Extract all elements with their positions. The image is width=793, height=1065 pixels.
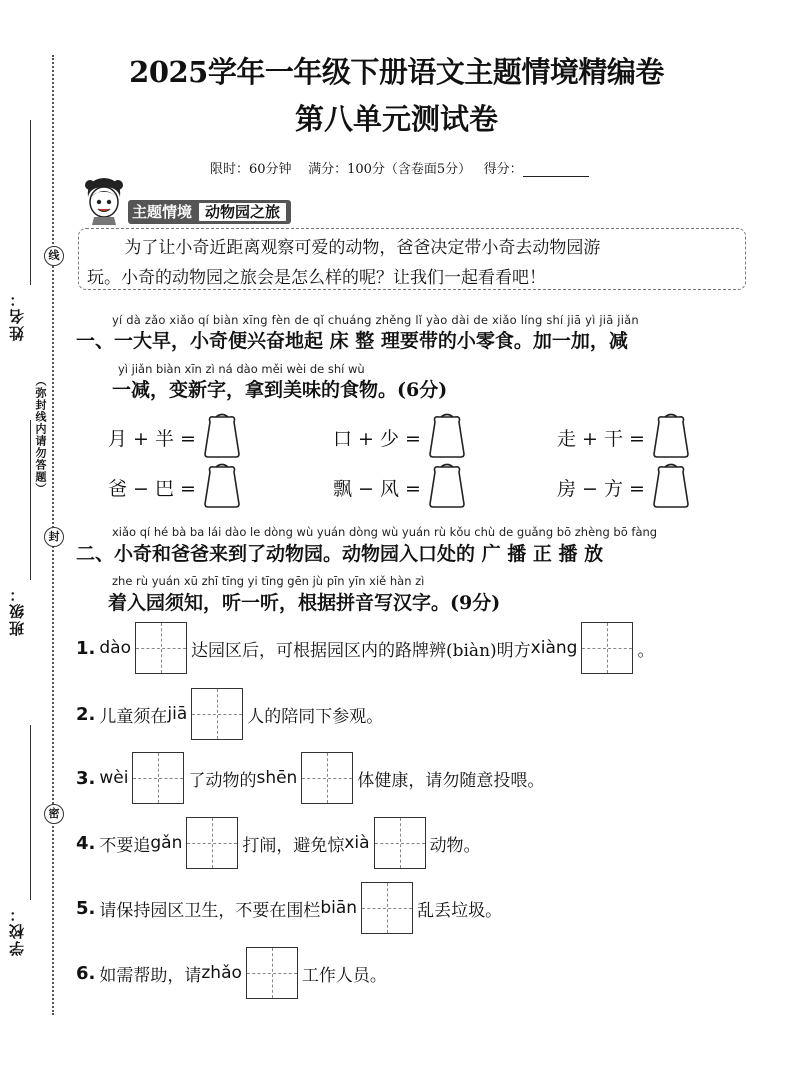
item-text: 打闹，避免惊 <box>242 835 345 856</box>
q1-pinyin-1: yí dà zǎo xiǎo qí biàn xīng fèn de qǐ chuáng zhěng lǐ yào dài de xiǎo líng shí jiā yì jiā jiǎn <box>112 313 639 327</box>
q2-item-5 <box>76 882 502 934</box>
seal-warning: （弥封线内请勿答题） <box>34 375 47 495</box>
intro-line-1: 为了让小奇近距离观察可爱的动物，爸爸决定带小奇去动物园游 <box>124 238 601 258</box>
equation-text: 走 + 干 = <box>557 428 651 450</box>
seal-char-1: 线 <box>44 246 64 266</box>
q2-item-1 <box>76 622 654 674</box>
answer-grid[interactable] <box>361 882 413 934</box>
seal-char-3: 密 <box>44 804 64 824</box>
item-text: 了动物的 <box>188 770 257 791</box>
q2-item-6 <box>76 947 387 999</box>
item-number: 6. <box>76 962 96 984</box>
full-score: 满分：100分（含卷面5分） <box>308 162 472 177</box>
exam-meta <box>210 158 589 177</box>
class-label: 班级： <box>8 585 26 636</box>
item-text: 乱丢垃圾。 <box>417 900 503 921</box>
equation <box>333 412 467 463</box>
answer-grid[interactable] <box>301 752 353 804</box>
answer-bucket-icon[interactable] <box>651 462 691 513</box>
item-pinyin: jiā <box>167 704 188 724</box>
answer-grid[interactable] <box>374 817 426 869</box>
answer-bucket-icon[interactable] <box>651 412 691 463</box>
item-text: 体健康，请勿随意投喂。 <box>357 770 545 791</box>
q2-pinyin-1: xiǎo qí hé bà ba lái dào le dòng wù yuán dòng wù yuán rù kǒu chù de guǎng bō zhèng bō fàng <box>112 525 658 539</box>
item-text: 工作人员。 <box>301 965 387 986</box>
q1-pinyin-2: yì jiǎn biàn xīn zì ná dào měi wèi de shí wù <box>118 362 365 376</box>
item-text: 不要追 <box>99 835 151 856</box>
q1-text-1: 一、一大早，小奇便兴奋地起 床 整 理要带的小零食。加一加，减 <box>76 330 628 352</box>
answer-bucket-icon[interactable] <box>202 412 242 463</box>
item-number: 2. <box>76 703 96 725</box>
answer-grid[interactable] <box>191 688 243 740</box>
item-text: 如需帮助，请 <box>99 965 202 986</box>
theme-tag-title: 动物园之旅 <box>198 202 287 222</box>
theme-tag <box>128 200 291 224</box>
answer-bucket-icon[interactable] <box>427 462 467 513</box>
answer-grid[interactable] <box>135 622 187 674</box>
exam-subtitle: 第八单元测试卷 <box>294 102 498 136</box>
item-pinyin: shēn <box>256 768 298 788</box>
q2-item-3 <box>76 752 544 804</box>
item-pinyin: biān <box>320 898 358 918</box>
item-text: 儿童须在 <box>99 706 168 727</box>
equation-text: 口 + 少 = <box>333 428 427 450</box>
item-pinyin: zhǎo <box>201 963 242 983</box>
equation-text: 爸 − 巴 = <box>108 478 202 500</box>
item-pinyin: dào <box>99 638 131 658</box>
equation <box>333 462 467 513</box>
score-blank[interactable] <box>523 176 589 177</box>
item-number: 4. <box>76 832 96 854</box>
theme-tag-label: 主题情境 <box>132 203 193 221</box>
seal-char-2: 封 <box>44 527 64 547</box>
answer-bucket-icon[interactable] <box>202 462 242 513</box>
item-text: 请保持园区卫生，不要在围栏 <box>99 900 321 921</box>
item-pinyin: wèi <box>99 768 129 788</box>
intro-line-2: 玩。小奇的动物园之旅会是怎么样的呢？让我们一起看看吧！ <box>87 268 546 288</box>
item-text: 达园区后，可根据园区内的路牌辨(biàn)明方 <box>190 640 531 661</box>
equation-text: 月 + 半 = <box>108 428 202 450</box>
q2-item-2 <box>76 688 383 740</box>
equation <box>108 462 242 513</box>
q1-text-2: 一减，变新字，拿到美味的食物。(6分) <box>112 379 448 401</box>
time-limit: 限时：60分钟 <box>210 162 292 177</box>
answer-grid[interactable] <box>132 752 184 804</box>
item-text: 。 <box>637 640 655 661</box>
item-number: 3. <box>76 767 96 789</box>
q2-pinyin-2: zhe rù yuán xū zhī tīng yi tīng gēn jù pīn yīn xiě hàn zì <box>112 574 425 588</box>
q2-text-1: 二、小奇和爸爸来到了动物园。动物园入口处的 广 播 正 播 放 <box>76 543 604 565</box>
intro-box <box>78 228 746 290</box>
answer-grid[interactable] <box>581 622 633 674</box>
school-label: 学校： <box>8 905 26 956</box>
answer-bucket-icon[interactable] <box>427 412 467 463</box>
equation-text: 房 − 方 = <box>557 478 651 500</box>
item-number: 5. <box>76 897 96 919</box>
item-text: 人的陪同下参观。 <box>247 706 384 727</box>
q2-item-4 <box>76 817 481 869</box>
item-number: 1. <box>76 637 96 659</box>
school-blank <box>30 725 31 900</box>
girl-mascot-icon <box>80 175 128 225</box>
item-pinyin: xiàng <box>530 638 578 658</box>
item-pinyin: xià <box>344 833 370 853</box>
exam-title: 2025学年一年级下册语文主题情境精编卷 <box>129 55 664 89</box>
equation-text: 飘 − 风 = <box>333 478 427 500</box>
q2-text-2: 着入园须知，听一听，根据拼音写汉字。(9分) <box>108 592 501 614</box>
name-blank <box>30 120 31 285</box>
answer-grid[interactable] <box>246 947 298 999</box>
item-pinyin: gǎn <box>150 833 183 853</box>
equation <box>557 462 691 513</box>
answer-grid[interactable] <box>186 817 238 869</box>
item-text: 动物。 <box>429 835 481 856</box>
name-label: 姓名： <box>8 290 26 341</box>
score-label: 得分： <box>483 162 523 177</box>
equation <box>557 412 691 463</box>
equation <box>108 412 242 463</box>
